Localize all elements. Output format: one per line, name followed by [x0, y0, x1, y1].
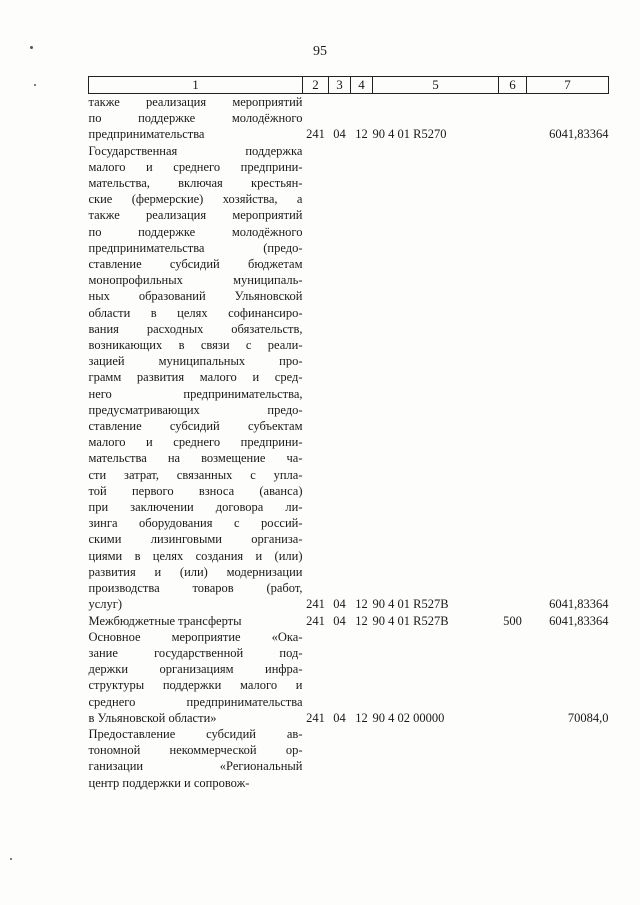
cell-amount — [527, 726, 609, 791]
row-name-line: зинга оборудования с россий- — [88, 516, 303, 531]
row-name-line: также реализация мероприятий — [88, 95, 303, 109]
row-name-line: развития и (или) модернизации — [88, 564, 303, 579]
table-row — [89, 726, 609, 791]
cell-expense-type — [499, 143, 527, 613]
row-name-line: также реализация мероприятий — [88, 208, 303, 223]
row-name-line: предпринимательства (предо- — [88, 240, 303, 255]
row-name-line: Предоставление субсидий ав- — [88, 726, 303, 741]
row-name-line: той первого взноса (аванса) — [88, 483, 303, 498]
row-name — [89, 726, 303, 791]
cell-section: 04 — [333, 597, 346, 612]
row-name — [89, 94, 303, 143]
budget-table — [88, 76, 609, 791]
row-name-line: него предпринимательства, — [88, 386, 303, 401]
cell-subsection: 12 — [355, 127, 368, 142]
cell-subsection: 12 — [355, 613, 368, 628]
cell-amount: 70084,0 — [567, 710, 609, 725]
header-row — [89, 77, 609, 94]
row-name-line: предусматривающих предо- — [88, 402, 303, 417]
row-name-line: Основное мероприятие «Ока- — [88, 629, 303, 644]
row-name-line: скими лизинговыми организа- — [88, 532, 303, 547]
row-name-line: производства товаров (работ, — [88, 581, 303, 596]
row-name — [89, 143, 303, 613]
row-name-line: ские (фермерские) хозяйства, а — [88, 192, 303, 207]
row-name-line: при заключении договора ли- — [88, 500, 303, 515]
row-name — [89, 613, 303, 629]
cell-expense-type — [499, 94, 527, 143]
cell-expense-type — [499, 629, 527, 726]
cell-target-article: 90 4 01 R527B — [372, 597, 449, 612]
cell-subsection: 12 — [355, 597, 368, 612]
cell-target-article: 90 4 01 R527B — [372, 613, 449, 628]
row-name-line: тономной некоммерческой ор- — [88, 743, 303, 758]
cell-admin-code: 241 — [306, 597, 325, 612]
row-name-line: Государственная поддержка — [88, 143, 303, 158]
header-col-4: 4 — [351, 77, 373, 94]
header-col-1: 1 — [89, 77, 303, 94]
table-row — [89, 613, 609, 629]
row-name-line: по поддержке молодёжного — [88, 224, 303, 239]
scan-speck — [10, 858, 12, 860]
cell-admin-code: 241 — [306, 710, 325, 725]
page-number: 95 — [313, 44, 327, 59]
header-col-7: 7 — [527, 77, 609, 94]
table-row — [89, 629, 609, 726]
cell-subsection — [351, 726, 373, 791]
table-row — [89, 143, 609, 613]
row-name-line: ганизации «Региональный — [88, 759, 303, 774]
table-row — [89, 94, 609, 143]
cell-expense-type — [499, 726, 527, 791]
header-col-2: 2 — [303, 77, 329, 94]
cell-section: 04 — [333, 710, 346, 725]
cell-amount: 6041,83364 — [549, 613, 609, 628]
cell-amount: 6041,83364 — [549, 127, 609, 142]
row-name-line: малого и среднего предприни- — [88, 435, 303, 450]
cell-admin-code: 241 — [306, 613, 325, 628]
row-name-line: вания расходных обязательств, — [88, 321, 303, 336]
row-name-line: держки организациям инфра- — [88, 662, 303, 677]
cell-target-article — [373, 726, 499, 791]
row-name-line: циями в целях создания и (или) — [88, 548, 303, 563]
row-name-line: грамм развития малого и сред- — [88, 370, 303, 385]
cell-admin-code — [303, 726, 329, 791]
row-name-line: мательства, включая крестьян- — [88, 176, 303, 191]
row-name-line: ставление субсидий бюджетам — [88, 257, 303, 272]
row-name-line: мательства на возмещение ча- — [88, 451, 303, 466]
row-name-line: монопрофильных муниципаль- — [88, 273, 303, 288]
scan-speck — [30, 46, 33, 49]
scan-speck — [34, 84, 36, 86]
row-name-line: предпринимательства — [88, 127, 205, 142]
row-name-line: зание государственной под- — [88, 645, 303, 660]
header-col-3: 3 — [329, 77, 351, 94]
cell-section: 04 — [333, 613, 346, 628]
cell-expense-type: 500 — [503, 613, 522, 628]
row-name-line: сти затрат, связанных с упла- — [88, 467, 303, 482]
row-name-line: области в целях софинансиро- — [88, 305, 303, 320]
row-name-line: зацией муниципальных про- — [88, 354, 303, 369]
row-name-line: центр поддержки и сопровож- — [88, 775, 250, 790]
row-name-line: в Ульяновской области» — [88, 710, 217, 725]
row-name-line: услуг) — [88, 597, 123, 612]
cell-subsection: 12 — [355, 710, 368, 725]
row-name-line: по поддержке молодёжного — [88, 111, 303, 126]
cell-amount: 6041,83364 — [549, 597, 609, 612]
cell-section — [329, 726, 351, 791]
row-name-line: структуры поддержки малого и — [88, 678, 303, 693]
cell-target-article: 90 4 01 R5270 — [372, 127, 447, 142]
row-name-line: ставление субсидий субъектам — [88, 419, 303, 434]
row-name-line: Межбюджетные трансферты — [88, 613, 242, 628]
row-name-line: малого и среднего предприни- — [88, 159, 303, 174]
cell-section: 04 — [333, 127, 346, 142]
cell-admin-code: 241 — [306, 127, 325, 142]
row-name — [89, 629, 303, 726]
row-name-line: ных образований Ульяновской — [88, 289, 303, 304]
cell-target-article: 90 4 02 00000 — [372, 710, 445, 725]
row-name-line: среднего предпринимательства — [88, 694, 303, 709]
header-col-6: 6 — [499, 77, 527, 94]
header-col-5: 5 — [373, 77, 499, 94]
row-name-line: возникающих в связи с реали- — [88, 338, 303, 353]
